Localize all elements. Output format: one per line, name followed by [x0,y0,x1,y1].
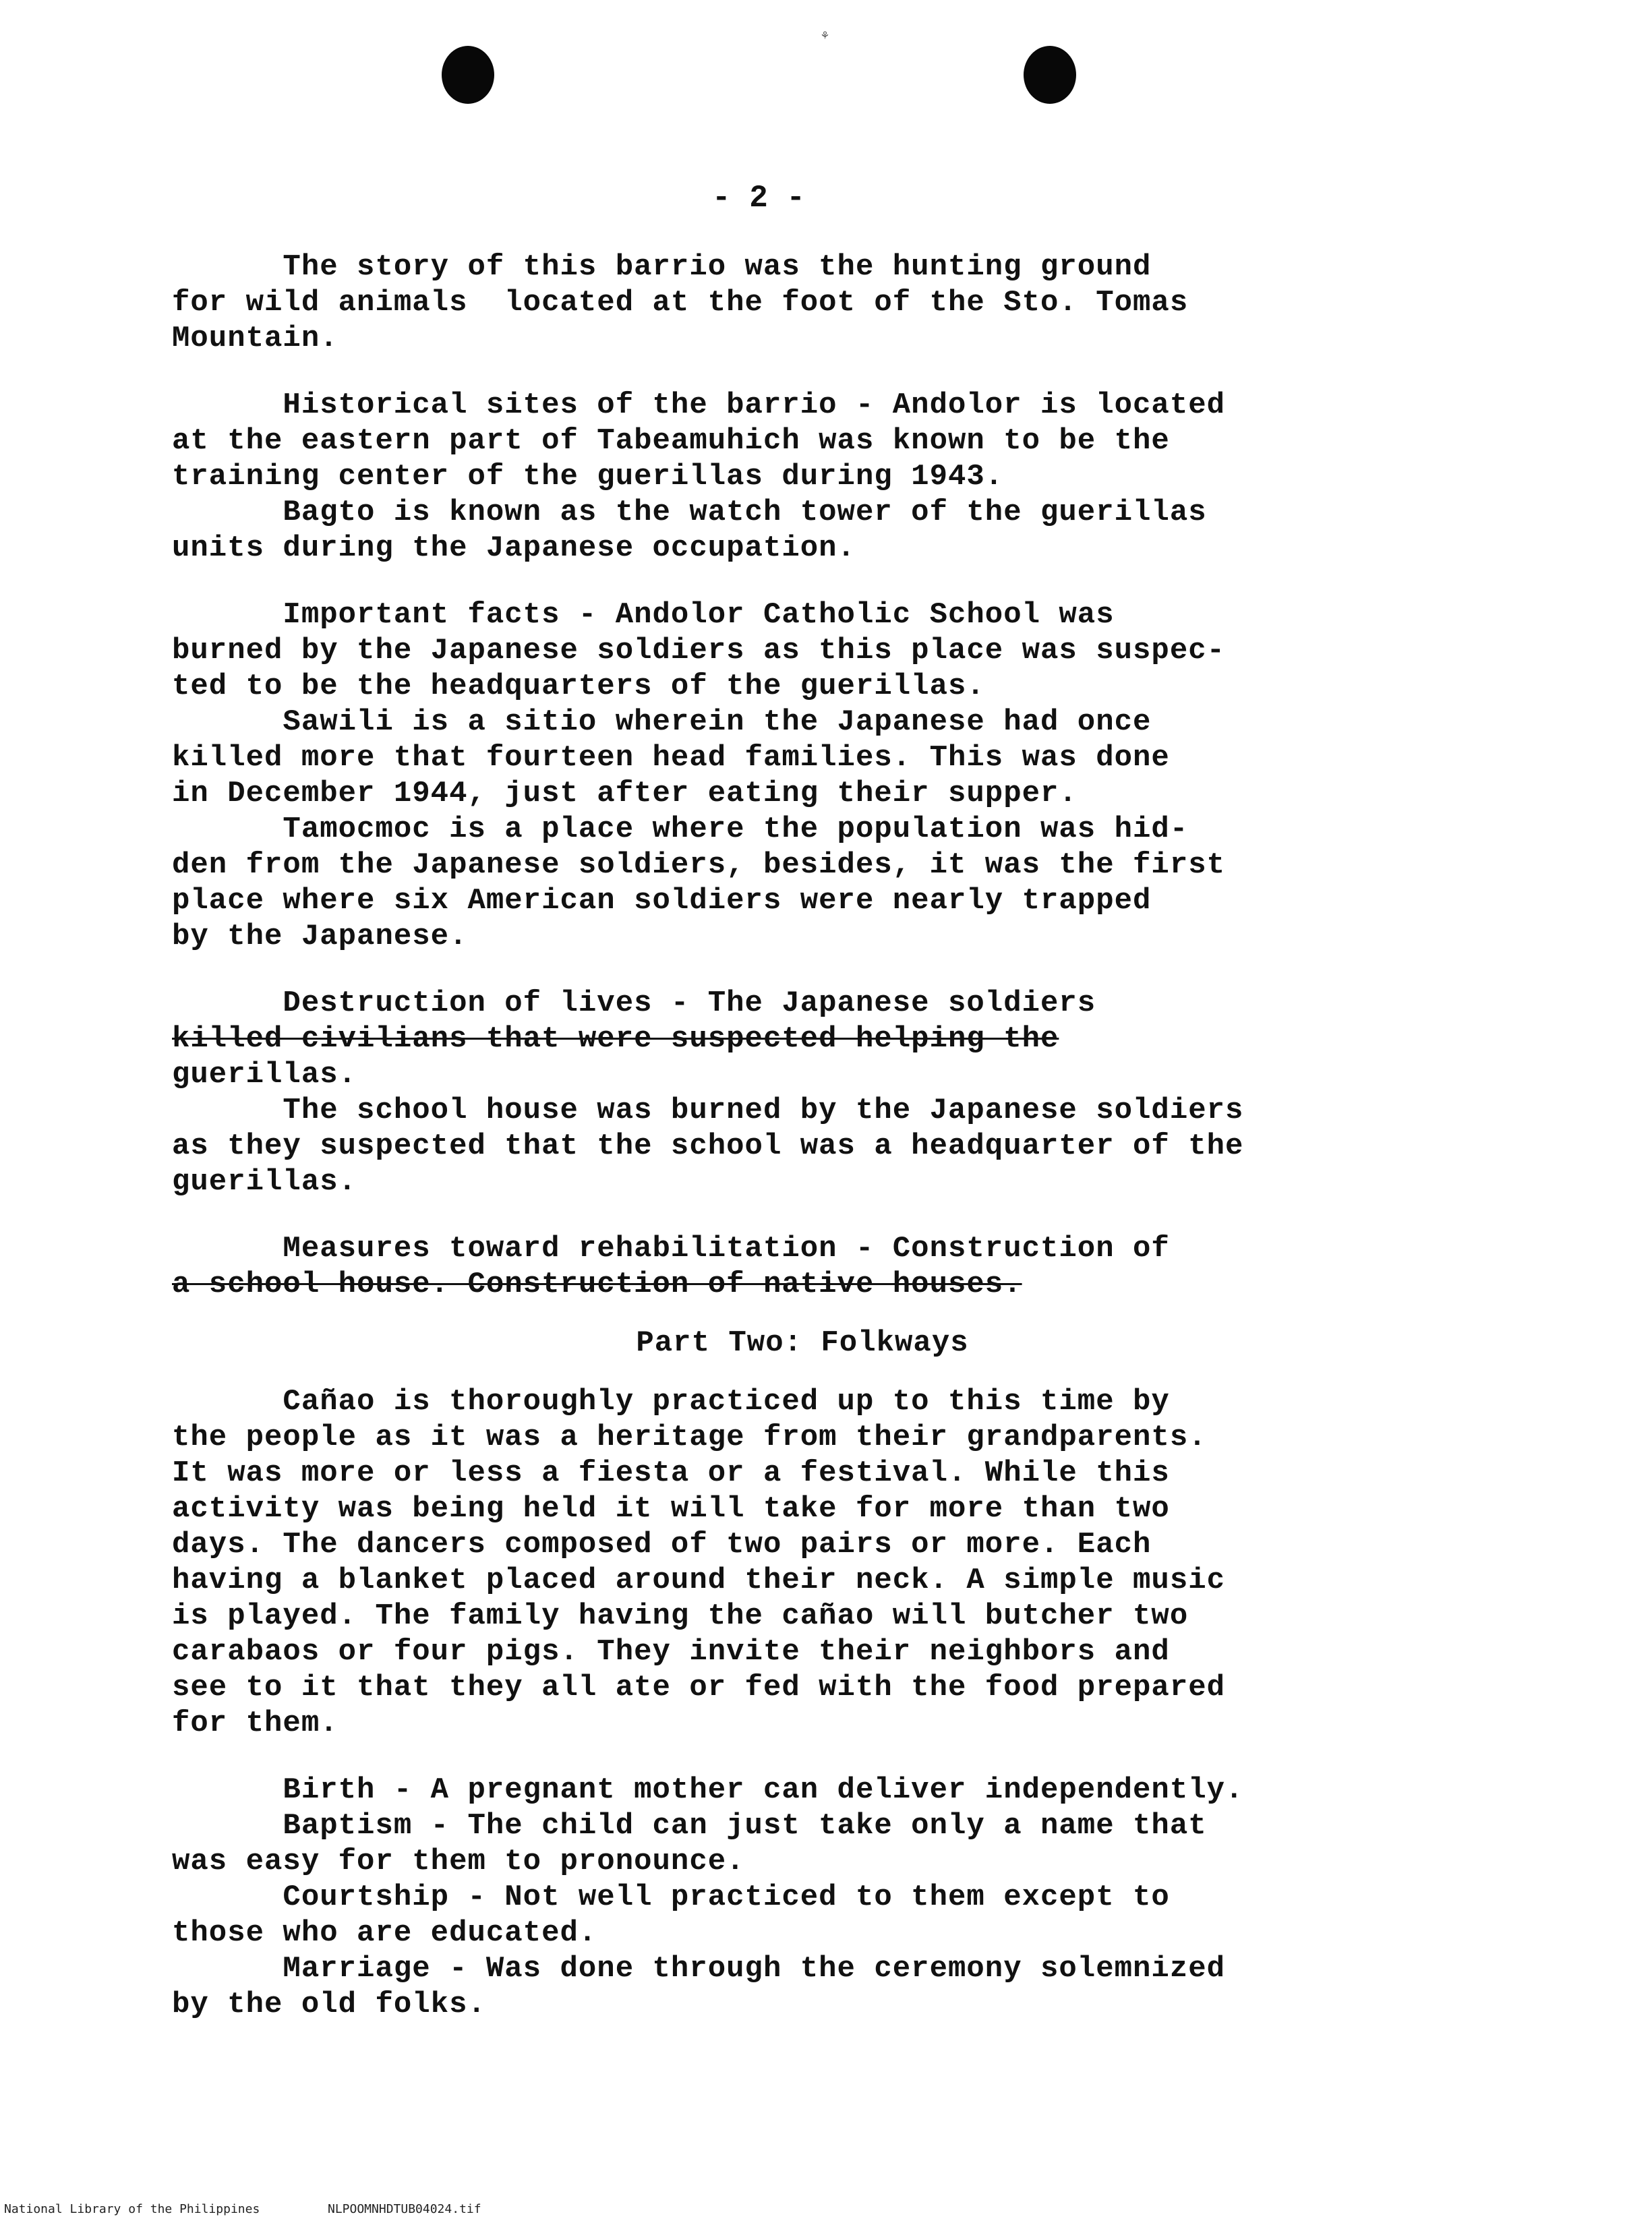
text-line: burned by the Japanese soldiers as this place was suspec- [172,634,1226,668]
text-line: those who are educated. [172,1916,597,1950]
text-line: place where six American soldiers were nearly trapped [172,884,1152,918]
text-line: guerillas. [172,1165,357,1199]
text-line: Marriage - Was done through the ceremony solemnized [172,1952,1226,1986]
text-line: Tamocmoc is a place where the population was hid- [172,812,1189,846]
text-line: Cañao is thoroughly practiced up to this time by [172,1385,1170,1419]
text-line: den from the Japanese soldiers, besides, it was the first [172,848,1226,882]
text-line: see to it that they all ate or fed with the food prepared [172,1671,1226,1704]
text-line: The story of this barrio was the hunting ground [172,250,1152,284]
text-line: as they suspected that the school was a headquarter of the [172,1129,1244,1163]
text-line: Sawili is a sitio wherein the Japanese had once [172,705,1152,739]
text-line: Historical sites of the barrio - Andolor is located [172,388,1226,422]
footer-file-id: NLPOOMNHDTUB04024.tif [328,2202,481,2216]
text-line: Important facts - Andolor Catholic School was [172,598,1115,632]
text-line: having a blanket placed around their neck. A simple music [172,1564,1226,1597]
text-line: Birth - A pregnant mother can deliver independently. [172,1773,1244,1807]
text-line: for wild animals located at the foot of the Sto. Tomas [172,286,1189,320]
page-number: - 2 - [711,181,806,216]
text-line: activity was being held it will take for more than two [172,1492,1170,1526]
paragraph-historical-sites [172,388,1433,566]
text-line: carabaos or four pigs. They invite their neighbors and [172,1635,1170,1669]
text-line: It was more or less a fiesta or a festival. While this [172,1456,1170,1490]
paragraph-destruction-of-lives [172,986,1433,1200]
document-body [172,249,1433,2023]
text-line-struck: killed civilians that were suspected helping the [172,1022,1059,1056]
paragraph-life-events [172,1773,1433,2023]
paragraph-canao [172,1384,1433,1742]
text-line: Courtship - Not well practiced to them except to [172,1880,1170,1914]
text-line: the people as it was a heritage from their grandparents. [172,1421,1207,1454]
text-line: The school house was burned by the Japanese soldiers [172,1094,1244,1127]
text-line: Measures toward rehabilitation - Construction of [172,1232,1170,1266]
text-line: days. The dancers composed of two pairs or more. Each [172,1528,1152,1562]
text-line: at the eastern part of Tabeamuhich was known to be the [172,424,1170,458]
text-line: by the Japanese. [172,920,468,953]
punch-hole-left [442,46,494,104]
text-line: for them. [172,1707,338,1740]
scan-footer [4,2202,481,2216]
text-line: Destruction of lives - The Japanese soldiers [172,986,1096,1020]
paragraph-important-facts [172,597,1433,955]
text-line: guerillas. [172,1058,357,1092]
text-line: killed more that fourteen head families. This was done [172,741,1170,775]
footer-library: National Library of the Philippines [4,2202,260,2216]
archive-stamp-icon: ⚘ [821,30,829,43]
text-line: Mountain. [172,322,338,355]
section-heading: Part Two: Folkways [636,1326,969,1360]
text-line: Baptism - The child can just take only a name that [172,1809,1207,1843]
text-line: in December 1944, just after eating their supper. [172,777,1078,810]
text-line: ted to be the headquarters of the guerillas. [172,670,985,703]
text-line-struck: a school house. Construction of native houses. [172,1268,1022,1301]
text-line: units during the Japanese occupation. [172,531,856,565]
paragraph-rehabilitation [172,1231,1433,1303]
punch-hole-right [1024,46,1076,104]
paragraph-story [172,249,1433,357]
text-line: by the old folks. [172,1988,486,2021]
text-line: training center of the guerillas during 1943. [172,460,1004,494]
text-line: Bagto is known as the watch tower of the guerillas [172,496,1207,529]
text-line: is played. The family having the cañao will butcher two [172,1599,1189,1633]
text-line: was easy for them to pronounce. [172,1845,745,1878]
